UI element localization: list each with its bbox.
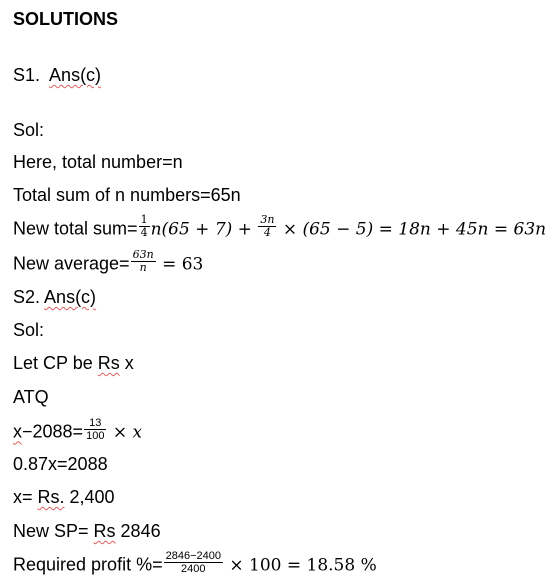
s1-sol-label: Sol: xyxy=(13,120,45,140)
s2-eq3-suffix: 2,400 xyxy=(64,487,115,507)
s1-here-line: Here, total number=n xyxy=(13,152,183,172)
s2-atq-line: ATQ xyxy=(13,387,49,407)
s2-eq3-rs: Rs. xyxy=(37,487,65,507)
s1-total-sum-line: Total sum of n numbers=65n xyxy=(13,185,241,205)
s2-profit-fraction xyxy=(164,550,223,575)
s2-new-sp-line xyxy=(13,520,161,542)
s1-average-numerator: 63n xyxy=(132,248,154,261)
s2-required-profit-line xyxy=(13,550,377,578)
s2-answer-line xyxy=(13,286,96,308)
s1-fraction-three-n-quarter xyxy=(258,214,276,239)
s2-answer: Ans(c) xyxy=(44,287,97,307)
s2-equation-one xyxy=(13,417,143,445)
s2-eq1-rest: × x xyxy=(107,422,143,443)
s1-new-total-mid: n(65 + 7) + xyxy=(150,219,258,240)
s1-new-average-rest: = 63 xyxy=(156,254,204,275)
s1-average-denominator: n xyxy=(139,261,147,274)
s1-label: S1. xyxy=(13,65,41,85)
s2-eq3-prefix: x= xyxy=(13,487,38,507)
s2-new-sp-prefix: New SP= xyxy=(13,521,94,541)
s1-frac2-numerator: 3n xyxy=(260,213,275,226)
s1-new-total-rest: × (65 − 5) = 18n + 45n = 63n xyxy=(277,219,547,240)
s1-average-fraction xyxy=(131,249,156,274)
s2-profit-numerator: 2846−2400 xyxy=(165,550,221,562)
s2-profit-prefix: Required profit %= xyxy=(13,554,163,575)
s2-equation-three xyxy=(13,486,115,508)
s2-new-sp-rs: Rs xyxy=(93,521,116,541)
s1-new-average-prefix: New average= xyxy=(13,253,130,274)
s1-frac2-denominator: 4 xyxy=(263,226,271,239)
s2-eq1-numerator: 13 xyxy=(84,417,106,430)
s2-profit-rest: × 100 = 18.58 % xyxy=(223,555,377,576)
s2-sol-label: Sol: xyxy=(13,320,45,340)
s1-answer-line xyxy=(13,64,101,86)
s1-new-total-line xyxy=(13,213,547,242)
s1-frac1-denominator: 4 xyxy=(140,226,148,239)
s1-new-average-line xyxy=(13,248,204,277)
s1-answer: Ans(c) xyxy=(49,65,102,85)
s2-let-cp-suffix: x xyxy=(119,353,134,373)
s2-let-cp-rs: Rs xyxy=(97,353,120,373)
s2-eq1-x: x xyxy=(13,421,22,442)
s1-frac1-numerator: 1 xyxy=(140,213,148,226)
s2-eq1-denominator: 100 xyxy=(86,430,105,442)
solutions-heading: SOLUTIONS xyxy=(13,9,119,29)
s1-fraction-one-quarter xyxy=(139,214,150,239)
s2-eq1-prefix: −2088= xyxy=(22,421,84,442)
s2-new-sp-suffix: 2846 xyxy=(115,521,161,541)
s2-let-cp-prefix: Let CP be xyxy=(13,353,98,373)
s1-new-total-prefix: New total sum= xyxy=(13,218,138,239)
s2-eq1-fraction xyxy=(84,417,106,442)
s2-equation-two: 0.87x=2088 xyxy=(13,454,108,474)
s2-let-cp-line xyxy=(13,352,134,374)
s2-label: S2. xyxy=(13,287,41,307)
s2-profit-denominator: 2400 xyxy=(181,563,206,575)
